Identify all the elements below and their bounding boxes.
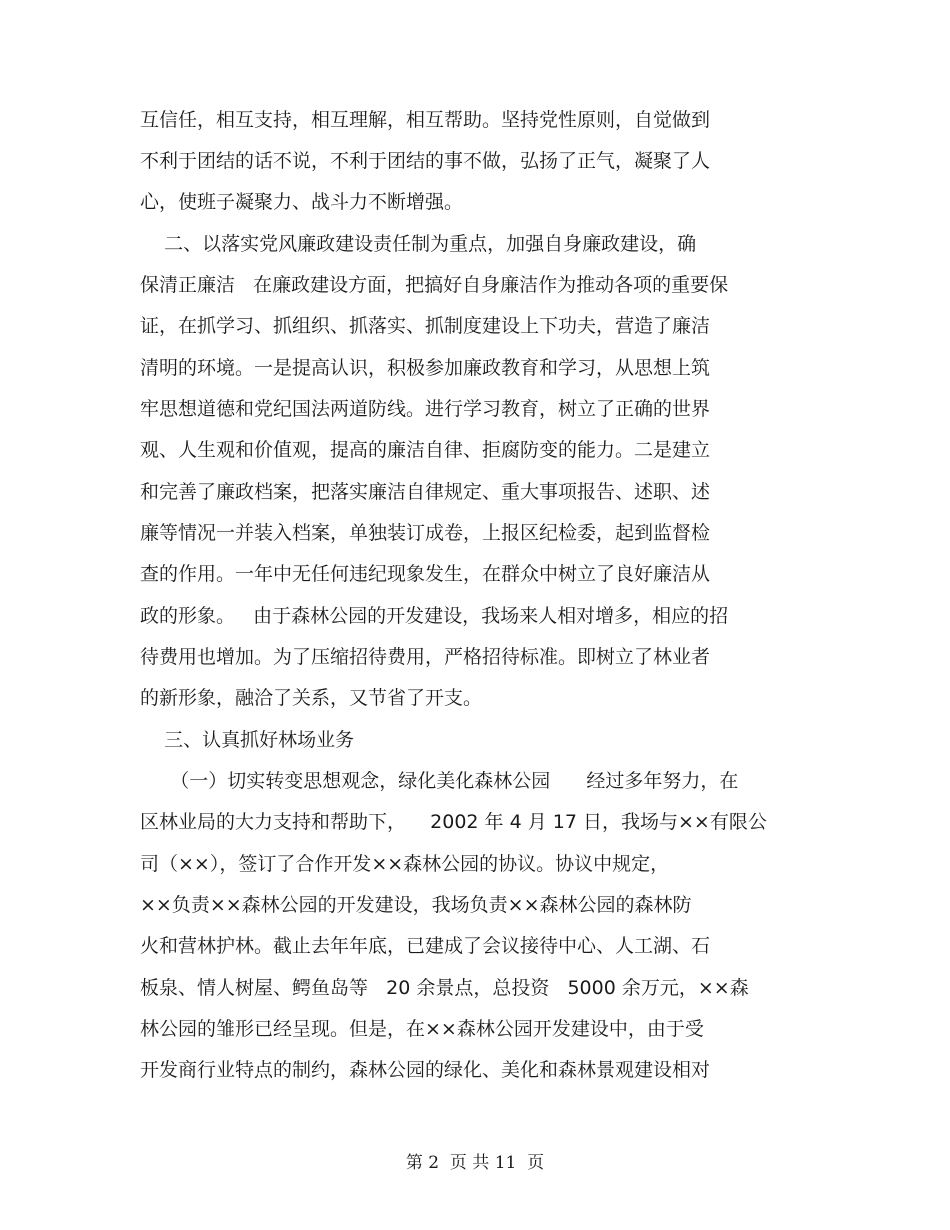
text-line: ××负责××森林公园的开发建设，我场负责××森林公园的森林防 (140, 894, 692, 916)
text-line: 证，在抓学习、抓组织、抓落实、抓制度建设上下功夫，营造了廉洁 (140, 315, 711, 337)
text-line: 牢思想道德和党纪国法两道防线。进行学习教育，树立了正确的世界 (140, 398, 711, 420)
text-line: 保清正廉洁 在廉政建设方面，把搞好自身廉洁作为推动各项的重要保 (140, 274, 729, 296)
text-line: 司（××），签订了合作开发××森林公园的协议。协议中规定， (140, 853, 670, 875)
text-line: 待费用也增加。为了压缩招待费用，严格招待标准。即树立了林业者 (140, 646, 711, 668)
text-line: 清明的环境。一是提高认识，积极参加廉政教育和学习，从思想上筑 (140, 357, 711, 379)
text-line: 的新形象，融洽了关系，又节省了开支。 (140, 687, 483, 709)
text-line: 观、人生观和价值观，提高的廉洁自律、拒腐防变的能力。二是建立 (140, 439, 711, 461)
text-line: 板泉、情人树屋、鳄鱼岛等 20 余景点，总投资 5000 余万元，××森 (140, 977, 749, 999)
text-line: 区林业局的大力支持和帮助下， 2002 年 4 月 17 日，我场与××有限公 (140, 811, 767, 833)
text-line: 林公园的雏形已经呈现。但是，在××森林公园开发建设中，由于受 (140, 1018, 704, 1040)
text-line: 火和营林护林。截止去年年底，已建成了会议接待中心、人工湖、石 (140, 935, 711, 957)
text-line: （一）切实转变思想观念，绿化美化森林公园 经过多年努力，在 (140, 770, 739, 792)
section-heading: 三、认真抓好林场业务 (140, 729, 355, 751)
page-number-footer: 第 2 页 共 11 页 (405, 1153, 545, 1173)
text-line: 廉等情况一并装入档案，单独装订成卷，上报区纪检委，起到监督检 (140, 522, 711, 544)
text-line: 不利于团结的话不说，不利于团结的事不做，弘扬了正气，凝聚了人 (140, 150, 711, 172)
text-line: 和完善了廉政档案，把落实廉洁自律规定、重大事项报告、述职、述 (140, 481, 711, 503)
text-line: 开发商行业特点的制约，森林公园的绿化、美化和森林景观建设相对 (140, 1059, 711, 1081)
text-line: 心，使班子凝聚力、战斗力不断增强。 (140, 191, 464, 213)
text-line: 互信任，相互支持，相互理解，相互帮助。坚持党性原则，自觉做到 (140, 109, 711, 131)
text-line: 二、以落实党风廉政建设责任制为重点，加强自身廉政建设，确 (140, 233, 697, 255)
text-line: 查的作用。一年中无任何违纪现象发生，在群众中树立了良好廉洁从 (140, 563, 711, 585)
text-line: 政的形象。 由于森林公园的开发建设，我场来人相对增多，相应的招 (140, 605, 729, 627)
